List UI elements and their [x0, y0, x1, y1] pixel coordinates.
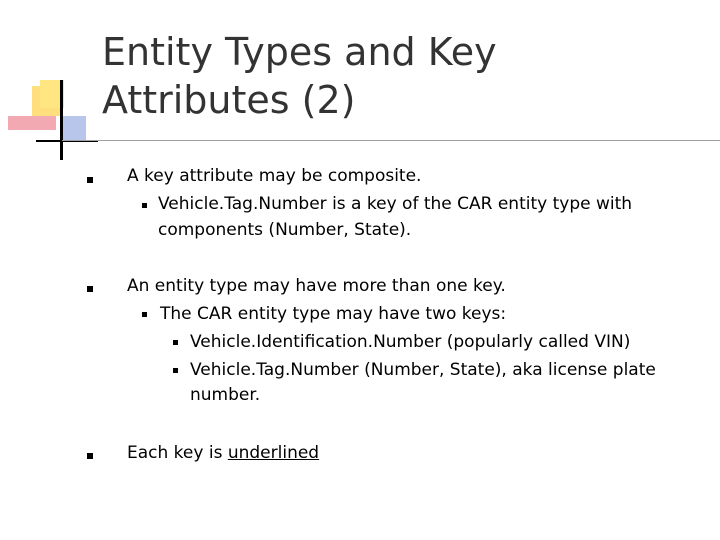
logo-blue-square — [62, 116, 86, 142]
sub-bullet-square-icon — [142, 312, 147, 317]
slide-title — [102, 28, 702, 124]
bullet-square-icon — [87, 177, 93, 183]
bullet-2-1-1-text: Vehicle.Identification.Number (popularly called VIN) — [190, 332, 631, 352]
bullet-2-1-2-line-1: Vehicle.Tag.Number (Number, State), aka license plate — [190, 360, 656, 380]
bullet-square-icon — [87, 286, 93, 292]
slide-title-line-2: Attributes (2) — [102, 78, 356, 122]
bullet-3-underlined-word: underlined — [227, 443, 320, 463]
slide-title-line-1: Entity Types and Key — [102, 30, 497, 74]
bullet-3-text — [127, 441, 319, 465]
sub-sub-bullet-square-icon — [173, 368, 178, 373]
bullet-square-icon — [87, 453, 93, 459]
bullet-1-1-line-1: Vehicle.Tag.Number is a key of the CAR entity type with — [158, 194, 633, 214]
bullet-1-1-line-2: components (Number, State). — [158, 220, 412, 240]
bullet-2-1-text: The CAR entity type may have two keys: — [160, 304, 507, 324]
bullet-1-text: A key attribute may be composite. — [127, 166, 422, 186]
sub-bullet-square-icon — [142, 203, 147, 208]
logo-vertical-line — [60, 80, 63, 160]
logo-pink-bar — [8, 116, 56, 130]
bullet-3-prefix: Each key is — [127, 443, 228, 463]
title-divider — [62, 140, 720, 141]
sub-sub-bullet-square-icon — [173, 340, 178, 345]
bullet-2-1-2-line-2: number. — [190, 385, 261, 405]
bullet-2-text: An entity type may have more than one key. — [127, 276, 506, 296]
decorative-logo — [0, 0, 110, 170]
